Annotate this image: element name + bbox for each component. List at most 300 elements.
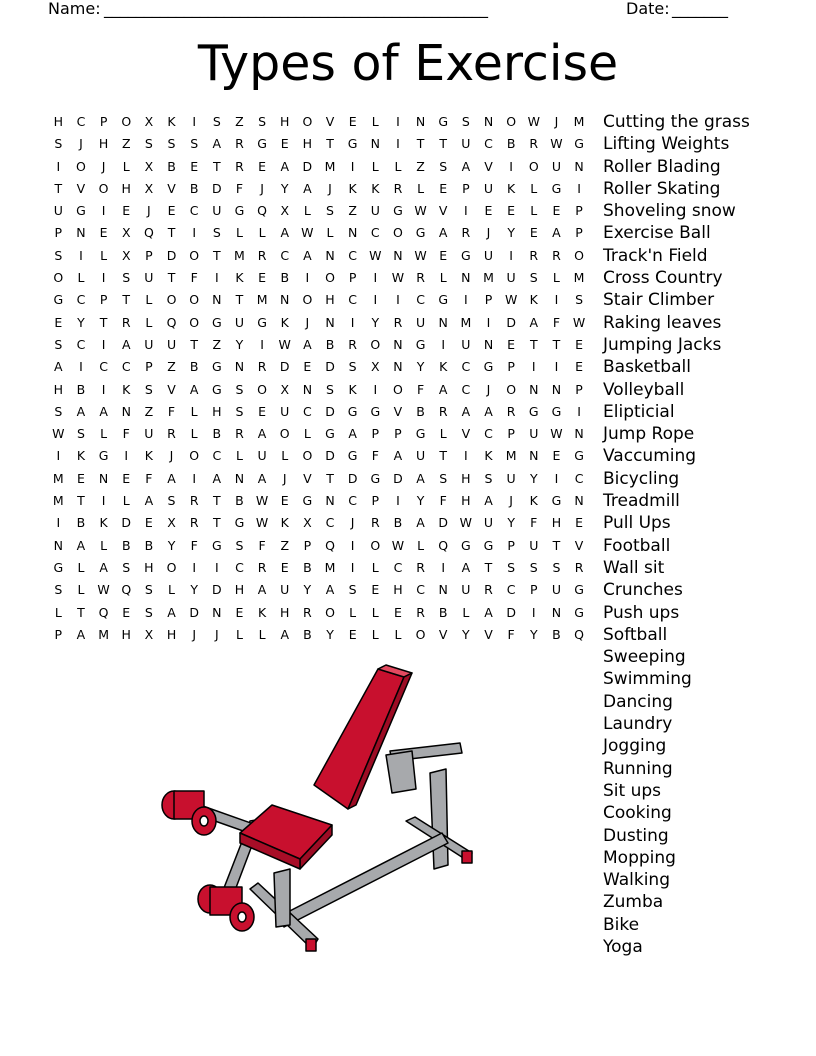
grid-letter[interactable]: W	[391, 270, 405, 286]
grid-letter[interactable]: I	[554, 292, 559, 308]
grid-letter[interactable]: F	[371, 448, 379, 464]
grid-letter[interactable]: G	[53, 292, 64, 308]
grid-letter[interactable]: H	[212, 403, 222, 419]
grid-letter[interactable]: L	[258, 626, 266, 642]
grid-letter[interactable]: Q	[143, 225, 154, 241]
grid-letter[interactable]: B	[167, 158, 176, 174]
grid-letter[interactable]: N	[438, 314, 448, 330]
grid-letter[interactable]: P	[371, 493, 380, 509]
grid-letter[interactable]: X	[303, 515, 312, 531]
grid-letter[interactable]: I	[101, 270, 106, 286]
grid-letter[interactable]: G	[347, 136, 358, 152]
grid-letter[interactable]: U	[551, 582, 561, 598]
grid-letter[interactable]: I	[305, 270, 310, 286]
grid-letter[interactable]: E	[280, 559, 289, 575]
grid-letter[interactable]: O	[393, 225, 403, 241]
grid-letter[interactable]: N	[370, 136, 380, 152]
grid-letter[interactable]: V	[325, 114, 335, 129]
grid-letter[interactable]: L	[552, 270, 560, 286]
grid-letter[interactable]: M	[234, 247, 245, 263]
grid-letter[interactable]: L	[122, 158, 130, 174]
grid-letter[interactable]: E	[507, 203, 516, 219]
grid-letter[interactable]: R	[506, 403, 516, 419]
grid-letter[interactable]: W	[278, 336, 291, 352]
grid-letter[interactable]: A	[484, 604, 493, 620]
grid-letter[interactable]: I	[509, 158, 513, 174]
grid-letter[interactable]: Z	[167, 359, 176, 375]
grid-letter[interactable]: Z	[144, 403, 154, 419]
grid-letter[interactable]: S	[552, 559, 561, 575]
grid-letter[interactable]: U	[144, 270, 154, 286]
grid-letter[interactable]: J	[486, 381, 491, 397]
grid-letter[interactable]: N	[574, 158, 584, 174]
grid-letter[interactable]: E	[144, 515, 153, 531]
grid-letter[interactable]: R	[370, 515, 380, 531]
grid-letter[interactable]: O	[506, 381, 517, 397]
grid-letter[interactable]: A	[76, 626, 86, 642]
grid-letter[interactable]: S	[76, 426, 85, 442]
grid-letter[interactable]: X	[121, 225, 131, 241]
grid-letter[interactable]: O	[189, 314, 200, 330]
grid-letter[interactable]: T	[484, 559, 493, 575]
grid-letter[interactable]: E	[529, 225, 538, 241]
grid-letter[interactable]: J	[192, 626, 196, 642]
grid-letter[interactable]: S	[258, 114, 267, 129]
grid-letter[interactable]: J	[101, 158, 106, 174]
grid-letter[interactable]: A	[212, 470, 222, 486]
grid-letter[interactable]: L	[145, 314, 153, 330]
grid-letter[interactable]: U	[483, 180, 494, 196]
grid-letter[interactable]: R	[416, 559, 425, 575]
grid-letter[interactable]: S	[235, 537, 244, 553]
grid-letter[interactable]: R	[461, 225, 471, 241]
grid-letter[interactable]: I	[441, 559, 446, 575]
grid-letter[interactable]: L	[371, 604, 379, 620]
grid-letter[interactable]: I	[464, 292, 468, 308]
grid-letter[interactable]: B	[76, 515, 86, 531]
grid-letter[interactable]: J	[350, 515, 355, 531]
grid-letter[interactable]: W	[414, 247, 427, 263]
grid-letter[interactable]: T	[529, 336, 538, 352]
grid-letter[interactable]: G	[528, 403, 539, 419]
grid-letter[interactable]: L	[190, 426, 198, 442]
grid-letter[interactable]: I	[56, 515, 61, 531]
grid-letter[interactable]: G	[234, 203, 245, 219]
grid-letter[interactable]: B	[212, 426, 222, 442]
grid-letter[interactable]: O	[325, 270, 335, 286]
grid-letter[interactable]: W	[369, 247, 382, 263]
grid-letter[interactable]: Z	[212, 336, 222, 352]
grid-letter[interactable]: O	[189, 247, 200, 263]
name-field-line[interactable]: ________________________________________________	[104, 0, 488, 18]
grid-letter[interactable]: L	[303, 203, 311, 219]
grid-letter[interactable]: A	[280, 158, 289, 174]
grid-letter[interactable]: N	[529, 448, 539, 464]
grid-letter[interactable]: P	[54, 626, 63, 642]
grid-letter[interactable]: I	[260, 336, 264, 352]
grid-letter[interactable]: S	[54, 247, 63, 263]
grid-letter[interactable]: G	[234, 515, 245, 531]
grid-letter[interactable]: V	[167, 381, 176, 397]
grid-letter[interactable]: S	[144, 582, 153, 598]
grid-letter[interactable]: I	[56, 448, 61, 464]
grid-letter[interactable]: A	[393, 448, 403, 464]
grid-letter[interactable]: C	[506, 582, 516, 598]
grid-letter[interactable]: U	[144, 426, 154, 442]
grid-letter[interactable]: B	[303, 559, 312, 575]
grid-letter[interactable]: N	[393, 336, 403, 352]
grid-letter[interactable]: W	[97, 582, 110, 598]
grid-letter[interactable]: S	[190, 136, 199, 152]
grid-letter[interactable]: D	[279, 359, 290, 375]
grid-letter[interactable]: Y	[529, 470, 538, 486]
grid-letter[interactable]: E	[258, 270, 267, 286]
grid-letter[interactable]: I	[396, 292, 400, 308]
grid-letter[interactable]: T	[416, 136, 425, 152]
grid-letter[interactable]: A	[325, 582, 335, 598]
grid-letter[interactable]: G	[574, 582, 584, 598]
grid-letter[interactable]: E	[371, 582, 380, 598]
grid-letter[interactable]: U	[212, 203, 222, 219]
grid-letter[interactable]: X	[144, 180, 154, 196]
grid-letter[interactable]: I	[101, 336, 106, 352]
grid-letter[interactable]: Y	[529, 626, 538, 642]
grid-letter[interactable]: A	[257, 582, 267, 598]
grid-letter[interactable]: P	[348, 270, 357, 286]
grid-letter[interactable]: S	[167, 493, 176, 509]
grid-letter[interactable]: P	[575, 225, 583, 241]
grid-letter[interactable]: M	[324, 158, 336, 174]
grid-letter[interactable]: U	[461, 582, 471, 598]
grid-letter[interactable]: G	[370, 403, 381, 419]
grid-letter[interactable]: R	[393, 314, 403, 330]
grid-letter[interactable]: C	[76, 114, 86, 129]
grid-letter[interactable]: H	[234, 582, 245, 598]
grid-letter[interactable]: C	[280, 247, 290, 263]
grid-letter[interactable]: B	[76, 381, 86, 397]
grid-letter[interactable]: V	[303, 470, 312, 486]
grid-letter[interactable]: N	[461, 270, 471, 286]
grid-letter[interactable]: H	[166, 626, 177, 642]
grid-letter[interactable]: L	[168, 582, 175, 598]
grid-letter[interactable]: Z	[348, 203, 357, 219]
grid-letter[interactable]: L	[235, 626, 243, 642]
grid-letter[interactable]: U	[529, 537, 539, 553]
grid-letter[interactable]: K	[280, 515, 289, 531]
grid-letter[interactable]: O	[166, 559, 177, 575]
grid-letter[interactable]: M	[256, 292, 268, 308]
grid-letter[interactable]: A	[461, 559, 471, 575]
grid-letter[interactable]: U	[483, 247, 494, 263]
grid-letter[interactable]: Y	[167, 537, 176, 553]
grid-letter[interactable]: V	[484, 158, 493, 174]
grid-letter[interactable]: S	[235, 403, 244, 419]
grid-letter[interactable]: Y	[371, 314, 380, 330]
grid-letter[interactable]: N	[212, 292, 222, 308]
grid-letter[interactable]: O	[574, 247, 584, 263]
grid-letter[interactable]: C	[76, 336, 86, 352]
grid-letter[interactable]: I	[192, 559, 196, 575]
grid-letter[interactable]: K	[235, 270, 244, 286]
grid-letter[interactable]: D	[347, 470, 358, 486]
grid-letter[interactable]: C	[235, 559, 244, 575]
grid-letter[interactable]: O	[257, 381, 267, 397]
grid-letter[interactable]: A	[257, 470, 267, 486]
grid-letter[interactable]: U	[280, 582, 290, 598]
grid-letter[interactable]: B	[506, 136, 516, 152]
grid-letter[interactable]: I	[486, 314, 491, 330]
grid-letter[interactable]: L	[190, 403, 198, 419]
grid-letter[interactable]: X	[144, 626, 154, 642]
grid-letter[interactable]: I	[373, 292, 378, 308]
grid-letter[interactable]: Q	[438, 537, 449, 553]
grid-letter[interactable]: I	[396, 136, 400, 152]
grid-letter[interactable]: W	[550, 426, 563, 442]
grid-letter[interactable]: N	[529, 381, 539, 397]
grid-letter[interactable]: U	[461, 336, 471, 352]
grid-letter[interactable]: I	[531, 604, 536, 620]
grid-letter[interactable]: N	[76, 225, 86, 241]
grid-letter[interactable]: S	[144, 604, 153, 620]
grid-letter[interactable]: E	[552, 448, 561, 464]
grid-letter[interactable]: I	[101, 381, 106, 397]
grid-letter[interactable]: L	[349, 604, 357, 620]
grid-letter[interactable]: A	[484, 403, 493, 419]
grid-letter[interactable]: C	[212, 448, 222, 464]
grid-letter[interactable]: U	[461, 136, 471, 152]
grid-letter[interactable]: U	[483, 515, 494, 531]
grid-letter[interactable]: K	[99, 515, 108, 531]
grid-letter[interactable]: L	[235, 225, 243, 241]
grid-letter[interactable]: T	[552, 336, 561, 352]
grid-letter[interactable]: E	[258, 403, 267, 419]
grid-letter[interactable]: S	[54, 403, 63, 419]
grid-letter[interactable]: I	[79, 359, 83, 375]
grid-letter[interactable]: U	[53, 203, 63, 219]
grid-letter[interactable]: A	[416, 470, 425, 486]
grid-letter[interactable]: I	[350, 314, 355, 330]
grid-letter[interactable]: R	[529, 136, 539, 152]
grid-letter[interactable]: K	[257, 604, 267, 620]
grid-letter[interactable]: C	[348, 247, 358, 263]
grid-letter[interactable]: D	[325, 403, 335, 419]
grid-letter[interactable]: S	[348, 582, 357, 598]
grid-letter[interactable]: T	[122, 292, 131, 308]
grid-letter[interactable]: R	[416, 270, 425, 286]
grid-letter[interactable]: G	[438, 292, 449, 308]
grid-letter[interactable]: J	[260, 180, 264, 196]
grid-letter[interactable]: Q	[98, 604, 109, 620]
grid-letter[interactable]: R	[393, 180, 403, 196]
grid-letter[interactable]: A	[144, 493, 154, 509]
grid-letter[interactable]: G	[347, 448, 358, 464]
grid-letter[interactable]: I	[79, 247, 83, 263]
grid-letter[interactable]: S	[212, 225, 221, 241]
grid-letter[interactable]: E	[348, 626, 357, 642]
grid-letter[interactable]: W	[255, 493, 269, 509]
grid-letter[interactable]: L	[371, 114, 379, 129]
grid-letter[interactable]: C	[416, 292, 425, 308]
grid-letter[interactable]: N	[551, 604, 562, 620]
grid-letter[interactable]: T	[212, 158, 221, 174]
grid-letter[interactable]: P	[99, 292, 108, 308]
grid-letter[interactable]: S	[144, 136, 153, 152]
grid-letter[interactable]: E	[575, 515, 583, 531]
grid-letter[interactable]: W	[572, 314, 586, 330]
grid-letter[interactable]: A	[438, 225, 448, 241]
grid-letter[interactable]: E	[303, 359, 312, 375]
grid-letter[interactable]: D	[189, 604, 199, 620]
grid-letter[interactable]: I	[192, 225, 196, 241]
grid-letter[interactable]: W	[301, 225, 314, 241]
grid-letter[interactable]: D	[393, 470, 403, 486]
grid-letter[interactable]: A	[303, 180, 312, 196]
grid-letter[interactable]: Q	[257, 203, 267, 219]
grid-letter[interactable]: D	[302, 158, 313, 174]
grid-letter[interactable]: U	[234, 314, 245, 330]
grid-letter[interactable]: I	[192, 114, 196, 129]
grid-letter[interactable]: Y	[77, 314, 85, 330]
grid-letter[interactable]: P	[99, 114, 108, 129]
grid-letter[interactable]: M	[98, 626, 109, 642]
grid-letter[interactable]: I	[101, 493, 106, 509]
grid-letter[interactable]: E	[484, 203, 493, 219]
grid-letter[interactable]: E	[77, 470, 85, 486]
grid-letter[interactable]: W	[550, 136, 563, 152]
grid-letter[interactable]: A	[280, 225, 289, 241]
grid-letter[interactable]: E	[280, 136, 289, 152]
grid-letter[interactable]: N	[347, 225, 358, 241]
grid-letter[interactable]: A	[484, 493, 493, 509]
grid-letter[interactable]: B	[552, 626, 561, 642]
grid-letter[interactable]: N	[121, 403, 131, 419]
grid-letter[interactable]: S	[167, 136, 176, 152]
grid-letter[interactable]: O	[415, 626, 426, 642]
grid-letter[interactable]: J	[486, 225, 491, 241]
grid-letter[interactable]: H	[53, 381, 64, 397]
grid-letter[interactable]: A	[121, 336, 131, 352]
grid-letter[interactable]: D	[211, 180, 222, 196]
grid-letter[interactable]: P	[575, 381, 583, 397]
grid-letter[interactable]: G	[76, 203, 86, 219]
grid-letter[interactable]: M	[52, 470, 64, 486]
grid-letter[interactable]: E	[54, 314, 63, 330]
grid-letter[interactable]: G	[302, 493, 313, 509]
grid-letter[interactable]: Y	[416, 493, 425, 509]
grid-letter[interactable]: O	[370, 537, 381, 553]
grid-letter[interactable]: P	[394, 426, 402, 442]
grid-letter[interactable]: I	[101, 203, 106, 219]
grid-letter[interactable]: O	[393, 381, 403, 397]
grid-letter[interactable]: R	[257, 559, 267, 575]
grid-letter[interactable]: R	[303, 604, 312, 620]
grid-letter[interactable]: A	[212, 136, 222, 152]
grid-letter[interactable]: A	[76, 537, 86, 553]
grid-letter[interactable]: G	[551, 403, 562, 419]
grid-letter[interactable]: C	[325, 515, 335, 531]
grid-letter[interactable]: Q	[574, 626, 584, 642]
grid-letter[interactable]: R	[167, 426, 176, 442]
grid-letter[interactable]: K	[348, 180, 357, 196]
grid-letter[interactable]: F	[258, 537, 266, 553]
grid-letter[interactable]: R	[348, 336, 357, 352]
grid-letter[interactable]: O	[189, 292, 200, 308]
grid-letter[interactable]: N	[483, 114, 494, 129]
grid-letter[interactable]: E	[348, 114, 357, 129]
grid-letter[interactable]: Y	[326, 626, 334, 642]
grid-letter[interactable]: D	[211, 582, 222, 598]
grid-letter[interactable]: Y	[507, 225, 515, 241]
grid-letter[interactable]: T	[54, 180, 63, 196]
grid-letter[interactable]: O	[370, 336, 381, 352]
grid-letter[interactable]: W	[391, 537, 405, 553]
grid-letter[interactable]: J	[169, 448, 174, 464]
grid-letter[interactable]: H	[461, 470, 471, 486]
grid-letter[interactable]: K	[76, 448, 86, 464]
grid-letter[interactable]: L	[530, 203, 538, 219]
grid-letter[interactable]: S	[144, 381, 153, 397]
grid-letter[interactable]: M	[460, 314, 472, 330]
grid-letter[interactable]: V	[438, 626, 448, 642]
grid-letter[interactable]: K	[529, 292, 538, 308]
grid-letter[interactable]: W	[504, 292, 518, 308]
grid-letter[interactable]: J	[79, 136, 83, 152]
grid-letter[interactable]: N	[325, 493, 335, 509]
grid-letter[interactable]: I	[214, 559, 219, 575]
grid-letter[interactable]: W	[414, 203, 427, 219]
grid-letter[interactable]: O	[506, 114, 517, 129]
grid-letter[interactable]: X	[167, 515, 176, 531]
grid-letter[interactable]: N	[415, 114, 426, 129]
grid-letter[interactable]: F	[190, 270, 198, 286]
grid-letter[interactable]: E	[99, 225, 108, 241]
grid-letter[interactable]: S	[529, 270, 538, 286]
grid-letter[interactable]: A	[280, 626, 289, 642]
grid-letter[interactable]: N	[234, 470, 245, 486]
grid-letter[interactable]: U	[280, 403, 290, 419]
grid-letter[interactable]: A	[348, 426, 357, 442]
grid-letter[interactable]: H	[280, 604, 290, 620]
grid-letter[interactable]: X	[280, 381, 290, 397]
grid-letter[interactable]: A	[99, 559, 108, 575]
grid-letter[interactable]: G	[211, 359, 222, 375]
grid-letter[interactable]: I	[464, 448, 468, 464]
grid-letter[interactable]: W	[52, 426, 65, 442]
grid-letter[interactable]: F	[122, 426, 130, 442]
grid-letter[interactable]: T	[167, 270, 176, 286]
grid-letter[interactable]: O	[53, 270, 64, 286]
grid-letter[interactable]: A	[257, 426, 267, 442]
grid-letter[interactable]: E	[258, 158, 267, 174]
grid-letter[interactable]: U	[506, 470, 516, 486]
grid-letter[interactable]: I	[56, 158, 61, 174]
grid-letter[interactable]: X	[121, 247, 131, 263]
grid-letter[interactable]: B	[189, 359, 199, 375]
grid-letter[interactable]: X	[144, 114, 154, 129]
grid-letter[interactable]: M	[483, 270, 494, 286]
grid-letter[interactable]: B	[438, 604, 448, 620]
grid-letter[interactable]: A	[461, 158, 471, 174]
grid-letter[interactable]: A	[552, 225, 561, 241]
grid-letter[interactable]: I	[124, 448, 129, 464]
grid-letter[interactable]: H	[325, 292, 335, 308]
grid-letter[interactable]: Z	[416, 158, 425, 174]
grid-letter[interactable]: L	[77, 270, 85, 286]
grid-letter[interactable]: I	[396, 114, 400, 129]
grid-letter[interactable]: Z	[235, 114, 244, 129]
grid-letter[interactable]: O	[302, 114, 313, 129]
grid-letter[interactable]: I	[350, 158, 355, 174]
